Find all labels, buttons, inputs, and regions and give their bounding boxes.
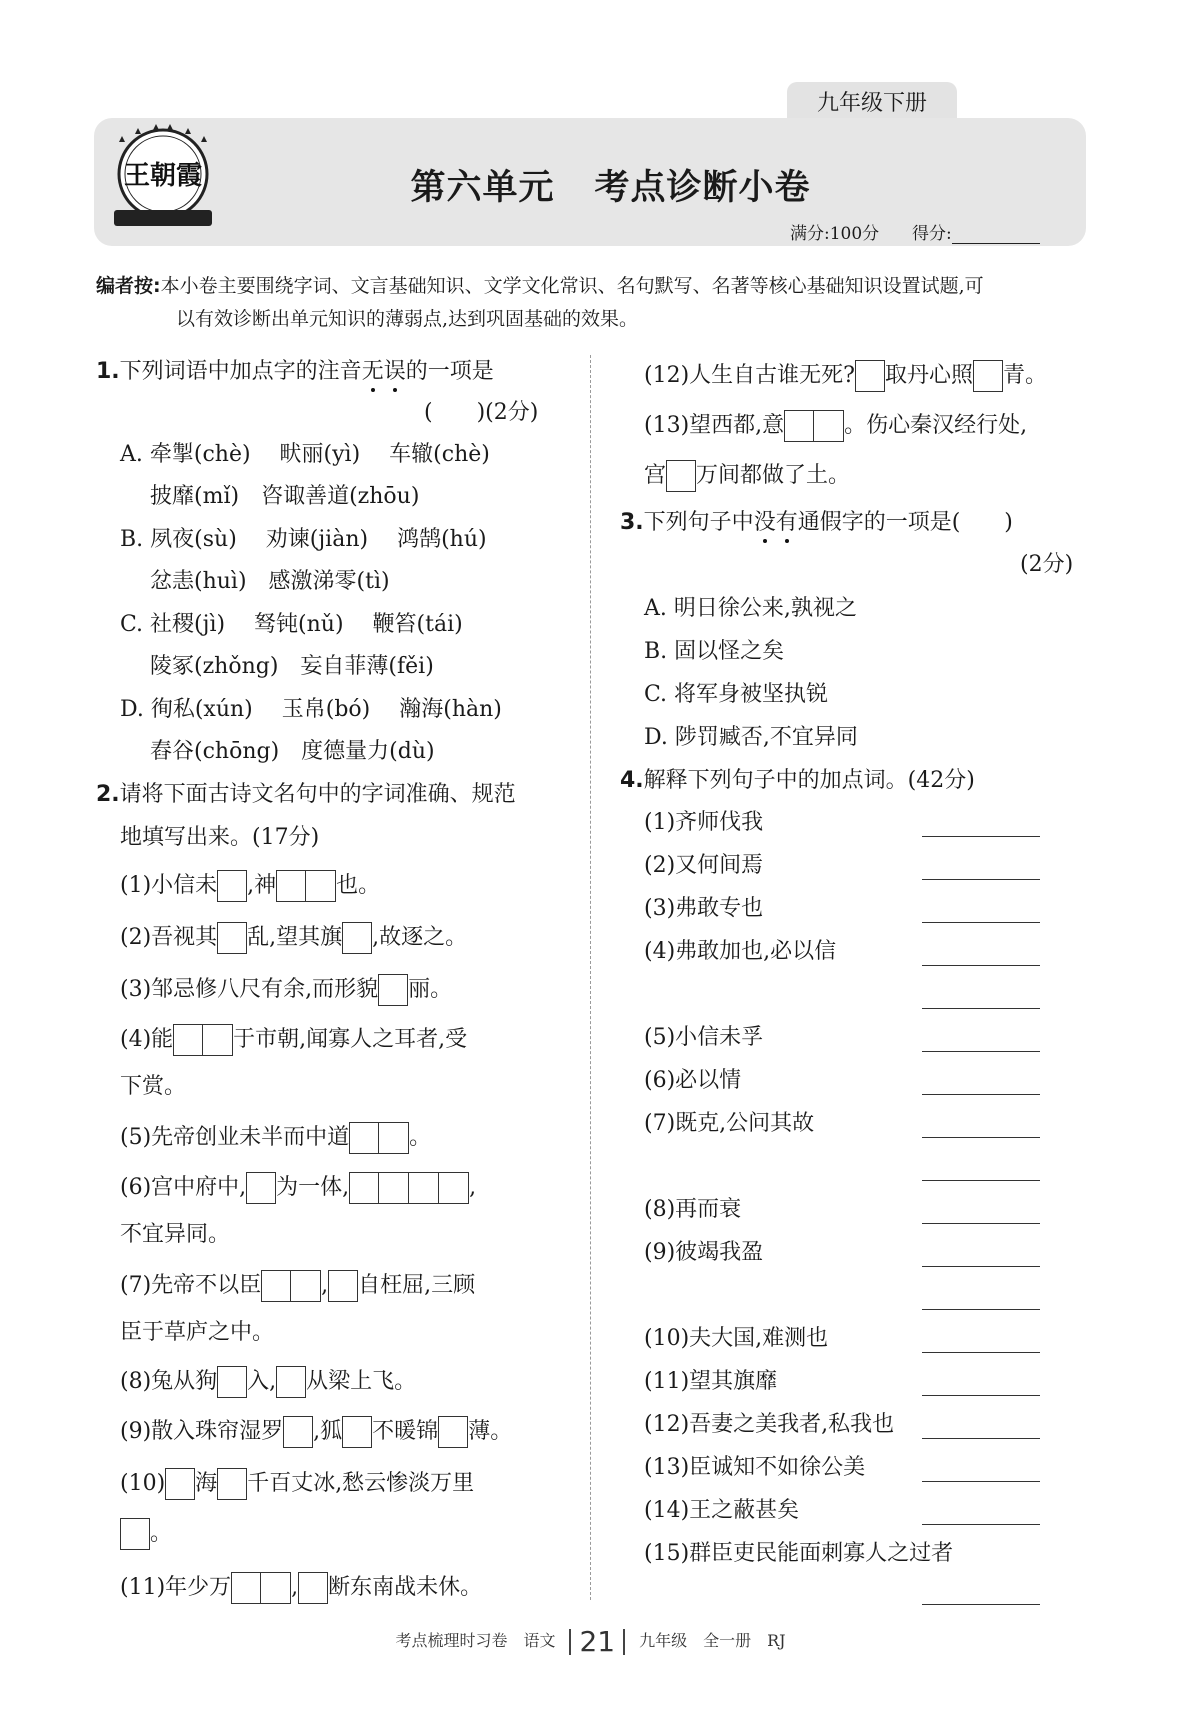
answer-line[interactable] — [922, 1524, 1040, 1525]
answer-box[interactable] — [173, 1024, 203, 1056]
answer-box[interactable] — [217, 1366, 247, 1398]
answer-box[interactable] — [217, 922, 247, 954]
q3-option-a: A. 明日徐公来,孰视之 — [644, 596, 857, 621]
answer-line[interactable] — [922, 1223, 1040, 1224]
answer-box[interactable] — [261, 1572, 291, 1604]
answer-line[interactable] — [922, 1481, 1040, 1482]
q2-item-6-cont: 不宜异同。 — [120, 1222, 231, 1247]
full-score: 满分:100分 — [790, 224, 880, 244]
answer-line[interactable] — [922, 1051, 1040, 1052]
q2-item-7-cont: 臣于草庐之中。 — [120, 1320, 275, 1345]
answer-line[interactable] — [922, 836, 1040, 837]
q4-item: (13)臣诚知不如徐公美 — [644, 1455, 866, 1480]
q1-option-a-cont: 披靡(mǐ) 咨诹善道(zhōu) — [150, 484, 420, 509]
q2-item-5: (5)先帝创业未半而中道 。 — [120, 1122, 431, 1154]
q2-item-7: (7)先帝不以臣 , 自枉屈,三顾 — [120, 1270, 475, 1302]
answer-line[interactable] — [922, 1008, 1040, 1009]
q2-item-3: (3)邹忌修八尺有余,而形貌 丽。 — [120, 974, 452, 1006]
q1-option-b-cont: 忿恚(huì) 感激涕零(tì) — [150, 569, 390, 594]
answer-box[interactable] — [378, 974, 408, 1006]
footer-book: 考点梳理时习卷 语文 — [395, 1631, 556, 1650]
answer-box[interactable] — [283, 1416, 313, 1448]
answer-line[interactable] — [922, 1094, 1040, 1095]
q4-item: (6)必以情 — [644, 1068, 742, 1093]
q3-stem: 3.下列句子中没有通假字的一项是( ) — [620, 508, 1013, 538]
answer-box[interactable] — [306, 870, 336, 902]
q2-item-1: (1)小信未 ,神 也。 — [120, 870, 380, 902]
answer-line[interactable] — [922, 1137, 1040, 1138]
q4-item: (4)弗敢加也,必以信 — [644, 939, 837, 964]
q2-item-12: (12)人生自古谁无死? 取丹心照 青。 — [644, 360, 1047, 392]
q3-option-c: C. 将军身被坚执锐 — [644, 682, 829, 707]
q3-score: (2分) — [1020, 552, 1074, 577]
answer-box[interactable] — [276, 1366, 306, 1398]
answer-box[interactable] — [784, 410, 814, 442]
q4-item: (10)夫大国,难测也 — [644, 1326, 829, 1351]
q1-option-d-cont: 舂谷(chōng) 度德量力(dù) — [150, 739, 435, 764]
answer-line[interactable] — [922, 1395, 1040, 1396]
answer-line[interactable] — [922, 1438, 1040, 1439]
answer-box[interactable] — [276, 870, 306, 902]
q4-item: (9)彼竭我盈 — [644, 1240, 764, 1265]
q1-option-c: C. 社稷(jì) 驽钝(nǔ) 鞭笞(tái) — [120, 612, 463, 637]
answer-line[interactable] — [922, 1180, 1040, 1181]
answer-box[interactable] — [203, 1024, 233, 1056]
answer-box[interactable] — [409, 1172, 439, 1204]
answer-line[interactable] — [922, 1266, 1040, 1267]
answer-box[interactable] — [342, 1416, 372, 1448]
answer-line[interactable] — [922, 965, 1040, 966]
q2-stem: 2.请将下面古诗文名句中的字词准确、规范 — [96, 782, 516, 807]
answer-box[interactable] — [328, 1270, 358, 1302]
q2-item-6: (6)宫中府中, 为一体, , — [120, 1172, 476, 1204]
q4-item: (2)又何间焉 — [644, 853, 764, 878]
footer-info: 九年级 全一册 RJ — [639, 1631, 786, 1650]
q4-item: (14)王之蔽甚矣 — [644, 1498, 800, 1523]
q4-item: (12)吾妻之美我者,私我也 — [644, 1412, 895, 1437]
q4-item: (3)弗敢专也 — [644, 896, 764, 921]
answer-box[interactable] — [217, 870, 247, 902]
q4-item: (7)既克,公问其故 — [644, 1111, 815, 1136]
note-line-2: 以有效诊断出单元知识的薄弱点,达到巩固基础的效果。 — [176, 308, 639, 330]
answer-box[interactable] — [261, 1270, 291, 1302]
answer-box[interactable] — [379, 1122, 409, 1154]
q2-item-8: (8)兔从狗 入, 从梁上飞。 — [120, 1366, 416, 1398]
answer-box[interactable] — [120, 1518, 150, 1550]
q2-item-10-cont: 。 — [120, 1518, 172, 1550]
q2-item-13-cont: 宫 万间都做了土。 — [644, 460, 850, 492]
note-label: 编者按: — [96, 275, 161, 297]
svg-text:王朝霞: 王朝霞 — [123, 161, 203, 191]
q1-option-d: D. 徇私(xún) 玉帛(bó) 瀚海(hàn) — [120, 697, 502, 722]
q2-item-2: (2)吾视其 乱,望其旗 ,故逐之。 — [120, 922, 467, 954]
answer-line[interactable] — [922, 922, 1040, 923]
answer-box[interactable] — [291, 1270, 321, 1302]
answer-box[interactable] — [165, 1468, 195, 1500]
q4-item: (1)齐师伐我 — [644, 810, 764, 835]
answer-box[interactable] — [439, 1172, 469, 1204]
q4-item: (11)望其旗靡 — [644, 1369, 778, 1394]
answer-box[interactable] — [349, 1172, 379, 1204]
answer-box[interactable] — [379, 1172, 409, 1204]
q2-stem-cont: 地填写出来。(17分) — [120, 825, 320, 850]
q1-option-a: A. 牵掣(chè) 畎丽(yì) 车辙(chè) — [120, 442, 490, 467]
answer-line[interactable] — [922, 879, 1040, 880]
q2-item-10: (10) 海 千百丈冰,愁云惨淡万里 — [120, 1468, 474, 1500]
column-divider — [590, 355, 591, 1600]
q1-option-c-cont: 陵冢(zhǒng) 妄自菲薄(fěi) — [150, 654, 434, 679]
earned-score-blank[interactable] — [952, 227, 1040, 244]
q3-option-d: D. 陟罚臧否,不宜异同 — [644, 725, 858, 750]
q2-item-9: (9)散入珠帘湿罗 ,狐 不暖锦 薄。 — [120, 1416, 512, 1448]
q2-item-13: (13)望西都,意 。伤心秦汉经行处, — [644, 410, 1027, 442]
page-footer — [0, 1624, 1181, 1658]
editor-note — [96, 270, 1086, 336]
answer-box[interactable] — [438, 1416, 468, 1448]
answer-box[interactable] — [231, 1572, 261, 1604]
note-line-1: 本小卷主要围绕字词、文言基础知识、文学文化常识、名句默写、名著等核心基础知识设置试题,可 — [160, 275, 984, 297]
answer-box[interactable] — [342, 922, 372, 954]
q4-item: (5)小信未孚 — [644, 1025, 764, 1050]
q1-stem: 1.下列词语中加点字的注音无误的一项是 — [96, 357, 494, 387]
q2-item-11: (11)年少万 , 断东南战未休。 — [120, 1572, 482, 1604]
answer-box[interactable] — [814, 410, 844, 442]
score-line — [790, 219, 1040, 244]
q4-item: (8)再而衰 — [644, 1197, 742, 1222]
earned-score-label: 得分: — [912, 224, 952, 244]
grade-tab: 九年级下册 — [787, 82, 957, 126]
answer-box[interactable] — [855, 360, 885, 392]
q4-item: (15)群臣吏民能面刺寡人之过者 — [644, 1541, 954, 1566]
q1-option-b: B. 夙夜(sù) 劝谏(jiàn) 鸿鹄(hú) — [120, 527, 487, 552]
page-number: 21 — [569, 1629, 625, 1655]
q4-stem: 4.解释下列句子中的加点词。(42分) — [620, 768, 975, 793]
q1-answer-paren[interactable]: ( )(2分) — [424, 400, 539, 425]
answer-box[interactable] — [973, 360, 1003, 392]
answer-line[interactable] — [922, 1352, 1040, 1353]
q2-item-4: (4)能 于市朝,闻寡人之耳者,受 — [120, 1024, 467, 1056]
answer-line[interactable] — [922, 1604, 1040, 1605]
q3-option-b: B. 固以怪之矣 — [644, 639, 785, 664]
answer-line[interactable] — [922, 1309, 1040, 1310]
answer-box[interactable] — [246, 1172, 276, 1204]
answer-box[interactable] — [349, 1122, 379, 1154]
answer-box[interactable] — [298, 1572, 328, 1604]
page-title: 第六单元 考点诊断小卷 — [410, 168, 811, 208]
answer-box[interactable] — [217, 1468, 247, 1500]
answer-box[interactable] — [666, 460, 696, 492]
q2-item-4-cont: 下赏。 — [120, 1074, 187, 1099]
